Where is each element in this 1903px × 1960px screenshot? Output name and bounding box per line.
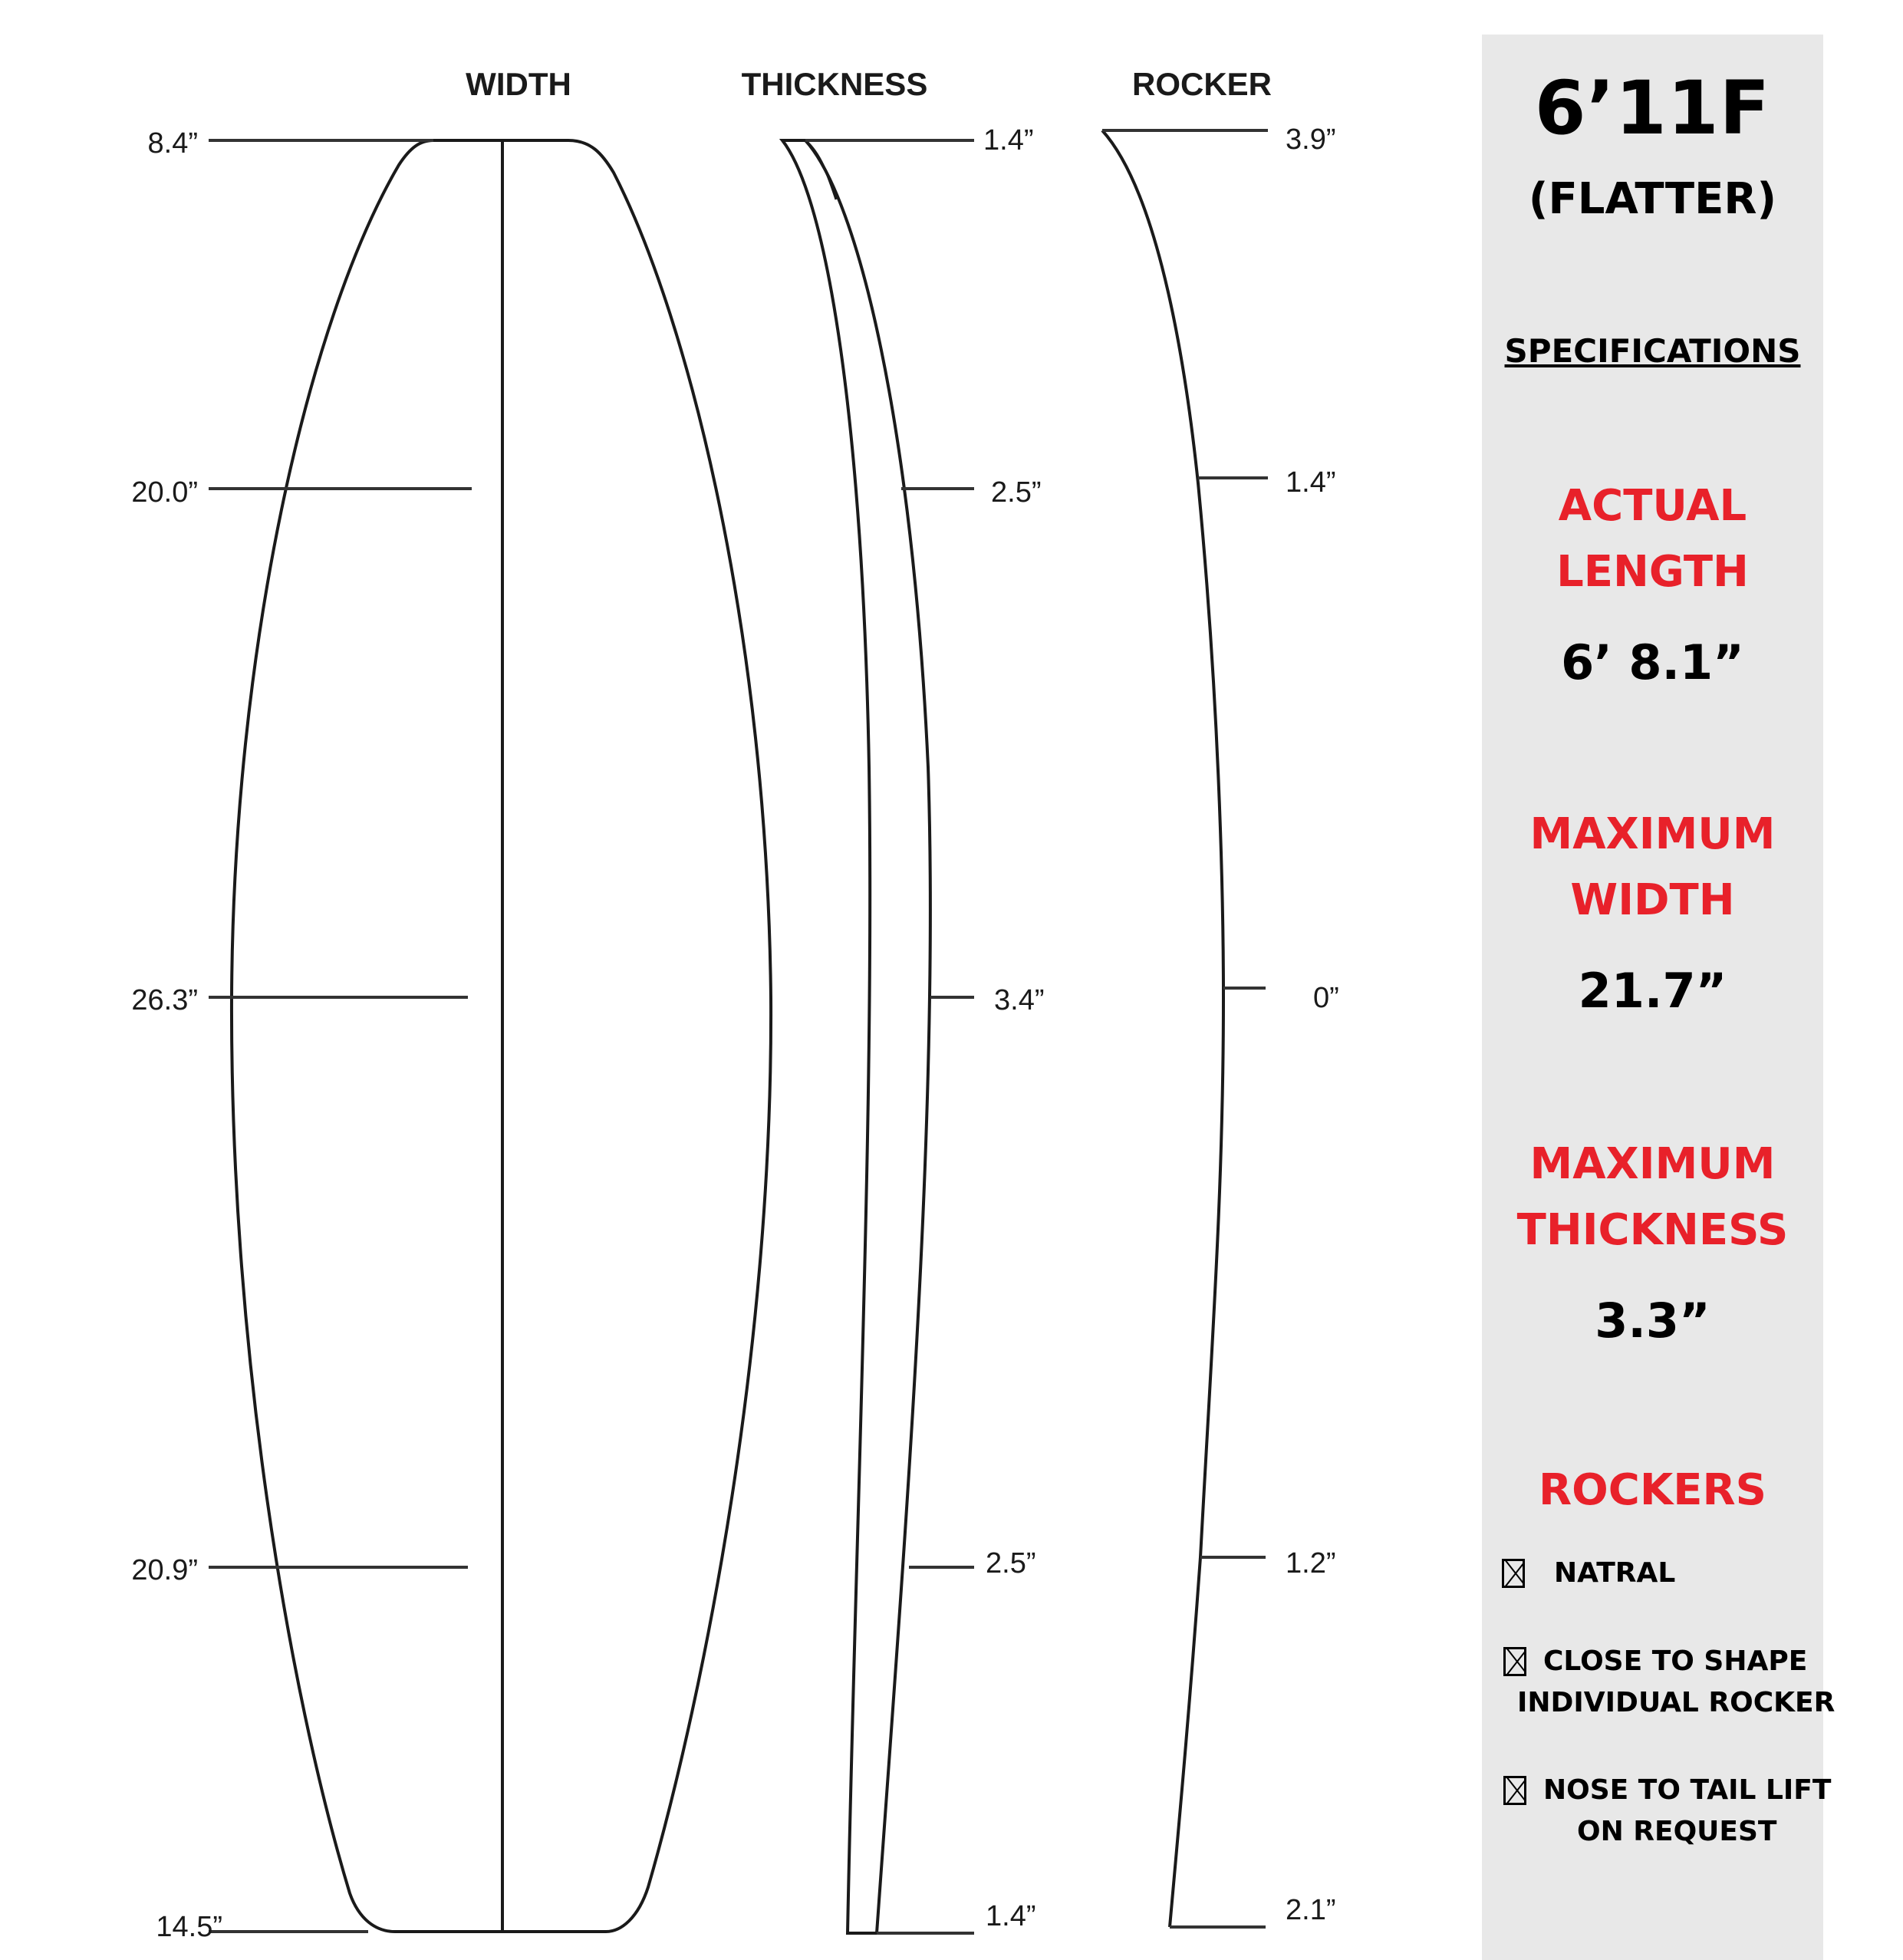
thickness-ticks [805, 140, 974, 1933]
width-label-lower: 20.9” [131, 1554, 198, 1586]
thickness-outline [782, 140, 930, 1933]
actual-length-value: 6’ 8.1” [1561, 634, 1744, 690]
rocker-option-label-line2: ON REQUEST [1577, 1816, 1777, 1847]
width-ticks [209, 140, 472, 1932]
actual-length-label [1482, 473, 1823, 605]
rocker-curve [1102, 130, 1223, 1927]
rocker-ticks [1102, 130, 1268, 1927]
rocker-option-nose-to-tail [1482, 1767, 1832, 1851]
width-label-tail: 14.5” [156, 1911, 222, 1943]
model-subtitle: (FLATTER) [1528, 174, 1777, 224]
thickness-label-nose: 1.4” [983, 124, 1034, 156]
rocker-option-label-line1: NOSE TO TAIL LIFT [1543, 1774, 1832, 1806]
specifications-panel [1482, 35, 1836, 1960]
thickness-label-tail: 1.4” [986, 1900, 1036, 1932]
maximum-width-label-line2: WIDTH [1570, 875, 1735, 925]
width-label-center: 26.3” [131, 984, 198, 1016]
width-label-upper: 20.0” [131, 476, 198, 509]
width-outline [232, 140, 771, 1932]
maximum-thickness-value: 3.3” [1595, 1293, 1710, 1349]
rocker-header: ROCKER [1131, 66, 1273, 102]
model-title: 6’11F [1534, 65, 1771, 151]
thickness-label-upper: 2.5” [991, 476, 1042, 509]
maximum-width-value: 21.7” [1578, 963, 1727, 1019]
rocker-label-tail: 2.1” [1286, 1894, 1336, 1926]
rocker-label-nose: 3.9” [1286, 124, 1336, 156]
actual-length-label-line2: LENGTH [1556, 547, 1749, 597]
checkbox-icon [1502, 1559, 1525, 1588]
maximum-width-label [1482, 802, 1823, 934]
rocker-option-label: NATRAL [1554, 1557, 1676, 1589]
thickness-header: THICKNESS [741, 66, 928, 102]
specifications-heading: SPECIFICATIONS [1504, 332, 1801, 370]
rocker-option-label-line2: INDIVIDUAL ROCKER [1517, 1687, 1836, 1718]
rocker-label-center: 0” [1313, 982, 1339, 1014]
rockers-heading: ROCKERS [1539, 1465, 1766, 1515]
maximum-thickness-label [1482, 1132, 1823, 1263]
checkbox-icon [1503, 1647, 1526, 1676]
rocker-label-lower: 1.2” [1286, 1547, 1336, 1580]
maximum-thickness-label-line1: MAXIMUM [1529, 1139, 1776, 1189]
checkbox-icon [1503, 1776, 1526, 1805]
rocker-option-label-line1: CLOSE TO SHAPE [1543, 1645, 1808, 1677]
width-label-nose: 8.4” [147, 127, 198, 160]
maximum-width-label-line1: MAXIMUM [1529, 809, 1776, 859]
thickness-label-center: 3.4” [994, 984, 1045, 1016]
rocker-option-natral [1482, 1550, 1823, 1596]
rocker-label-upper: 1.4” [1286, 466, 1336, 499]
rocker-option-close-to-shape [1482, 1638, 1836, 1722]
thickness-label-lower: 2.5” [986, 1547, 1036, 1580]
actual-length-label-line1: ACTUAL [1558, 481, 1747, 531]
maximum-thickness-label-line2: THICKNESS [1516, 1205, 1789, 1255]
width-header: WIDTH [466, 66, 571, 102]
